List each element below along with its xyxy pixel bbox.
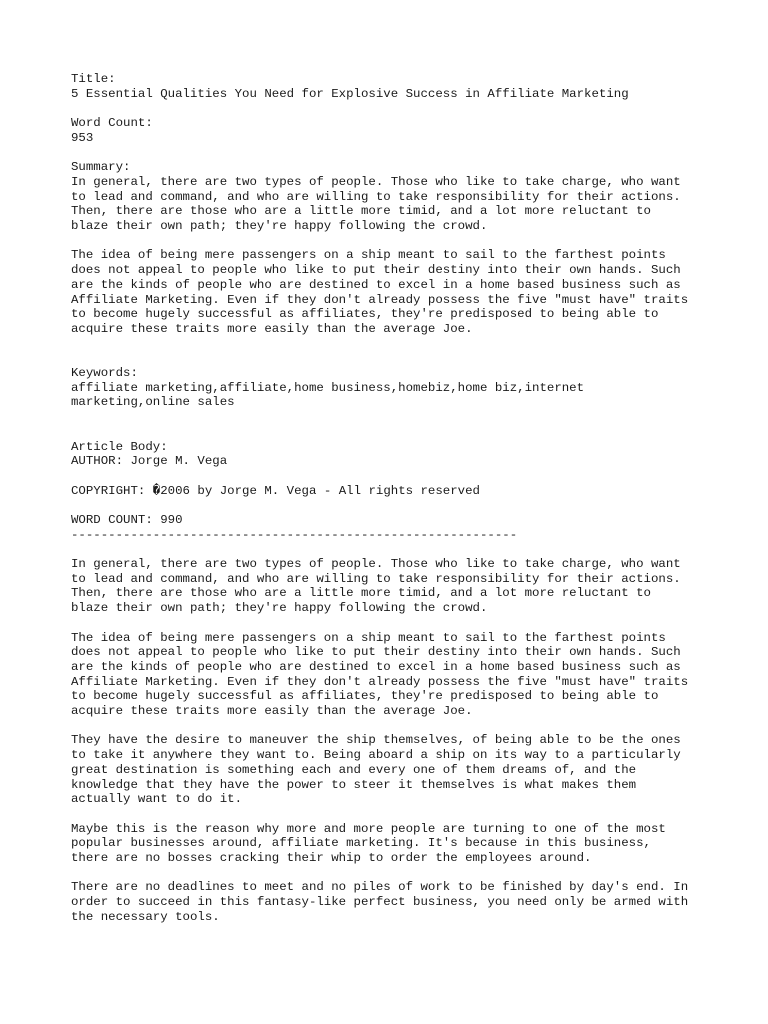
- summary-line: does not appeal to people who like to put their destiny into their own hands. Such: [71, 263, 681, 278]
- spacer: [71, 234, 731, 249]
- word-count-value: 953: [71, 130, 94, 145]
- summary-line: In general, there are two types of people. Those who like to take charge, who want: [71, 174, 681, 189]
- spacer: [71, 498, 731, 513]
- body-line: Maybe this is the reason why more and more people are turning to one of the most: [71, 821, 666, 836]
- keywords-line: marketing,online sales: [71, 395, 235, 410]
- summary-label: Summary:: [71, 160, 131, 175]
- body-paragraph-3: [71, 733, 731, 807]
- body-line: actually want to do it.: [71, 792, 243, 807]
- body-line: the necessary tools.: [71, 909, 220, 924]
- body-line: does not appeal to people who like to put their destiny into their own hands. Such: [71, 645, 681, 660]
- body-line: are the kinds of people who are destined to excel in a home based business such as: [71, 659, 681, 674]
- body-line: Affiliate Marketing. Even if they don't already possess the five "must have" traits: [71, 674, 689, 689]
- keywords-label: Keywords:: [71, 366, 138, 380]
- spacer: [71, 616, 731, 631]
- body-line: knowledge that they have the power to steer it themselves is what makes them: [71, 777, 637, 792]
- body-line: to take it anywhere they want to. Being aboard a ship on its way to a particularly: [71, 748, 681, 763]
- spacer: [71, 410, 731, 439]
- body-line: great destination is something each and every one of them dreams of, and the: [71, 762, 637, 777]
- spacer: [71, 542, 731, 557]
- spacer: [71, 146, 731, 161]
- body-line: there are no bosses cracking their whip to order the employees around.: [71, 851, 592, 866]
- body-line: to become hugely successful as affiliates, they're predisposed to being able to: [71, 689, 659, 704]
- summary-line: Then, there are those who are a little more timid, and a lot more reluctant to: [71, 204, 651, 219]
- summary-line: The idea of being mere passengers on a ship meant to sail to the farthest points: [71, 248, 666, 263]
- body-line: popular businesses around, affiliate marketing. It's because in this business,: [71, 836, 651, 851]
- document-title: 5 Essential Qualities You Need for Explosive Success in Affiliate Marketing: [71, 86, 629, 101]
- summary-line: to become hugely successful as affiliates, they're predisposed to being able to: [71, 307, 659, 322]
- summary-line: blaze their own path; they're happy following the crowd.: [71, 219, 488, 233]
- title-label: Title:: [71, 72, 116, 86]
- spacer: [71, 337, 731, 366]
- body-paragraph-2: [71, 631, 731, 719]
- word-count-label: Word Count:: [71, 116, 153, 131]
- divider-line: ------------------------------------------------------------: [71, 527, 518, 542]
- summary-line: to lead and command, and who are willing to take responsibility for their actions.: [71, 189, 681, 204]
- summary-paragraph-1: [71, 175, 731, 234]
- body-line: Then, there are those who are a little more timid, and a lot more reluctant to: [71, 586, 651, 601]
- body-line: blaze their own path; they're happy following the crowd.: [71, 601, 488, 616]
- spacer: [71, 807, 731, 822]
- body-paragraph-1: [71, 557, 731, 616]
- copyright-line: COPYRIGHT: �2006 by Jorge M. Vega - All rights reserved: [71, 483, 480, 498]
- body-paragraph-5: [71, 880, 731, 924]
- spacer: [71, 719, 731, 734]
- body-line: order to succeed in this fantasy-like perfect business, you need only be armed with: [71, 895, 689, 910]
- spacer: [71, 469, 731, 484]
- body-line: to lead and command, and who are willing to take responsibility for their actions.: [71, 571, 681, 586]
- article-body-label: Article Body:: [71, 439, 168, 454]
- word-count-line: WORD COUNT: 990: [71, 512, 183, 527]
- summary-paragraph-2: [71, 248, 731, 336]
- spacer: [71, 101, 731, 116]
- body-line: In general, there are two types of people. Those who like to take charge, who want: [71, 557, 681, 572]
- body-line: acquire these traits more easily than the average Joe.: [71, 704, 473, 719]
- keywords-line: affiliate marketing,affiliate,home business,homebiz,home biz,internet: [71, 380, 585, 395]
- summary-line: are the kinds of people who are destined to excel in a home based business such as: [71, 277, 681, 292]
- summary-line: Affiliate Marketing. Even if they don't already possess the five "must have" traits: [71, 292, 689, 307]
- body-line: The idea of being mere passengers on a ship meant to sail to the farthest points: [71, 630, 666, 645]
- body-paragraph-4: [71, 822, 731, 866]
- body-line: There are no deadlines to meet and no piles of work to be finished by day's end. In: [71, 880, 689, 895]
- summary-line: acquire these traits more easily than the average Joe.: [71, 321, 473, 336]
- body-line: They have the desire to maneuver the ship themselves, of being able to be the ones: [71, 733, 681, 748]
- document-page: [71, 72, 731, 925]
- spacer: [71, 866, 731, 881]
- author-line: AUTHOR: Jorge M. Vega: [71, 454, 228, 469]
